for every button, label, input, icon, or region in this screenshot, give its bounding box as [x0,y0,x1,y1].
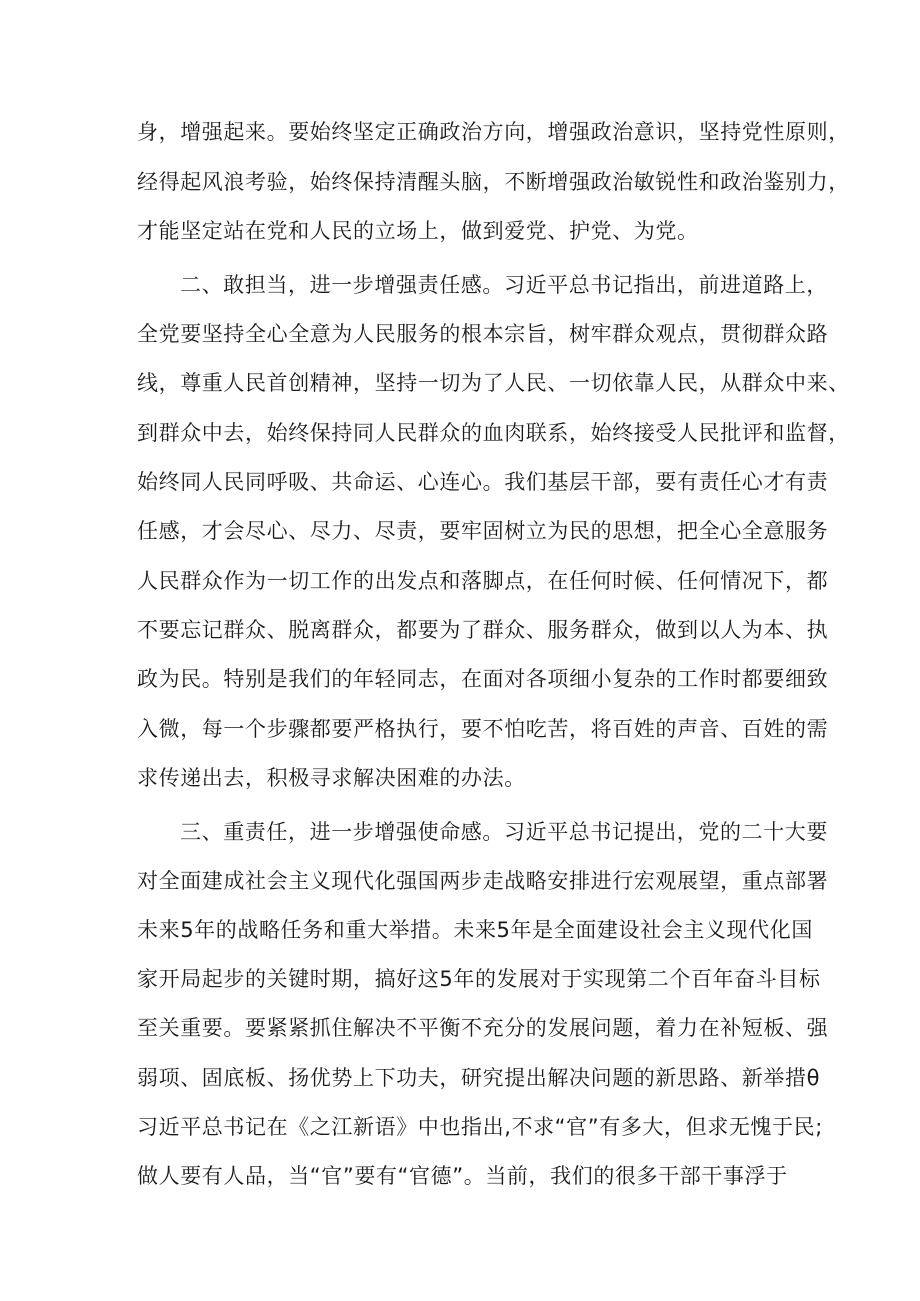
text-line-10: 人民群众作为一切工作的出发点和落脚点，在任何时候、任何情况下，都 [137,569,829,593]
text-line-11: 不要忘记群众、脱离群众，都要为了群众、服务群众，做到以人为本、执 [137,618,829,642]
text-line-5: 全党要坚持全心全意为人民服务的根本宗旨，树牢群众观点，贯彻群众路 [137,322,829,346]
text-line-20: 弱项、固底板、扬优势上下功夫，研究提出解决问题的新思路、新举措θ [137,1066,821,1090]
text-line-2: 经得起风浪考验，始终保持清醒头脑，不断增强政治敏锐性和政治鉴别力， [137,170,850,194]
text-line-17: 未来5年的战略任务和重大举措。未来5年是全面建设社会主义现代化国 [137,918,813,942]
text-line-7: 到群众中去，始终保持同人民群众的血肉联系，始终接受人民批评和监督， [137,421,850,445]
text-line-6: 线，尊重人民首创精神，坚持一切为了人民、一切依靠人民，从群众中来、 [137,371,850,395]
text-line-22: 做人要有人品，当“官”要有“官德”。当前，我们的很多干部干事浮于 [137,1164,788,1188]
paragraph-3-first-line: 三、重责任，进一步增强使命感。习近平总书记提出，党的二十大要 [180,820,828,844]
text-line-18: 家开局起步的关键时期，搞好这5年的发展对于实现第二个百年奋斗目标 [137,967,821,991]
text-line-9: 任感，才会尽心、尽力、尽责，要牢固树立为民的思想，把全心全意服务 [137,519,829,543]
text-line-1: 身，增强起来。要始终坚定正确政治方向，增强政治意识，坚持党性原则， [137,120,850,144]
text-line-19: 至关重要。要紧紧抓住解决不平衡不充分的发展问题，着力在补短板、强 [137,1016,829,1040]
text-line-13: 入微，每一个步骤都要严格执行，要不怕吃苦，将百姓的声音、百姓的需 [137,717,829,741]
text-line-14: 求传递出去，积极寻求解决困难的办法。 [137,766,526,790]
text-line-3: 才能坚定站在党和人民的立场上，做到爱党、护党、为党。 [137,219,699,243]
text-line-8: 始终同人民同呼吸、共命运、心连心。我们基层干部，要有责任心才有责 [137,470,829,494]
text-line-16: 对全面建成社会主义现代化强国两步走战略安排进行宏观展望，重点部署 [137,869,829,893]
text-line-12: 政为民。特别是我们的年轻同志，在面对各项细小复杂的工作时都要细致 [137,667,829,691]
paragraph-2-first-line: 二、敢担当，进一步增强责任感。习近平总书记指出，前进道路上， [180,273,828,297]
text-line-21: 习近平总书记在《之江新语》中也指出,不求“官”有多大，但求无愧于民; [137,1115,823,1139]
